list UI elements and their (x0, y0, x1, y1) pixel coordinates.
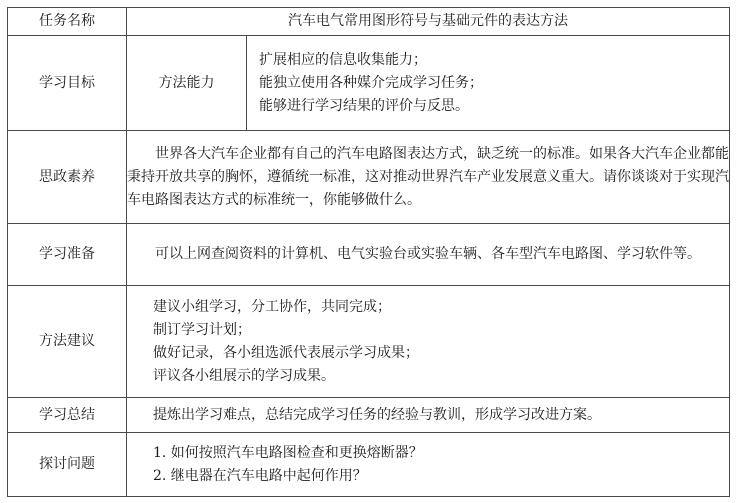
label-ideology: 思政素养 (8, 131, 127, 224)
label-discussion: 探讨问题 (8, 433, 127, 497)
preparation-text: 可以上网查阅资料的计算机、电气实验台或实验车辆、各车型汽车电路图、学习软件等。 (155, 246, 701, 262)
label-preparation: 学习准备 (8, 224, 127, 286)
discussion-question: 1. 如何按照汽车电路图检查和更换熔断器？ (153, 444, 423, 461)
method-content (127, 286, 730, 398)
row-ideology (8, 131, 730, 224)
summary-text: 提炼出学习难点，总结完成学习任务的经验与教训，形成学习改进方案。 (153, 406, 601, 423)
label-method: 方法建议 (8, 286, 127, 398)
method-line: 做好记录，各小组选派代表展示学习成果； (153, 344, 419, 361)
goal-line: 能够进行学习结果的评价与反思。 (259, 97, 469, 114)
task-name-value: 汽车电气常用图形符号与基础元件的表达方法 (127, 8, 730, 36)
row-task-name (8, 8, 730, 36)
row-learning-goal (8, 36, 730, 131)
goal-line: 能独立使用各种媒介完成学习任务； (259, 74, 483, 91)
discussion-content (127, 433, 730, 497)
label-task-name: 任务名称 (8, 8, 127, 36)
method-line: 制订学习计划； (153, 321, 251, 338)
ideology-text: 世界各大汽车企业都有自己的汽车电路图表达方式，缺乏统一的标准。如果各大汽车企业都能秉持开放共享的胸怀，遵循统一标准，这对推动世界汽车产业发展意义重大。请你谈谈对于实现汽车电路图表达方式的标准统一，你能够做什么。 (127, 145, 729, 208)
discussion-question: 2. 继电器在汽车电路中起何作用？ (153, 467, 367, 484)
goal-line: 扩展相应的信息收集能力； (259, 51, 427, 68)
preparation-cell (127, 224, 730, 286)
method-line: 评议各小组展示的学习成果。 (153, 367, 335, 384)
sublabel-method-ability: 方法能力 (127, 36, 247, 131)
summary-cell (127, 398, 730, 433)
ideology-cell (127, 131, 730, 224)
method-line: 建议小组学习，分工协作，共同完成； (153, 298, 391, 315)
label-learning-goal: 学习目标 (8, 36, 127, 131)
row-preparation (8, 224, 730, 286)
learning-goal-content (247, 36, 730, 131)
task-table (7, 7, 730, 497)
row-method (8, 286, 730, 398)
row-summary (8, 398, 730, 433)
row-discussion (8, 433, 730, 497)
label-summary: 学习总结 (8, 398, 127, 433)
